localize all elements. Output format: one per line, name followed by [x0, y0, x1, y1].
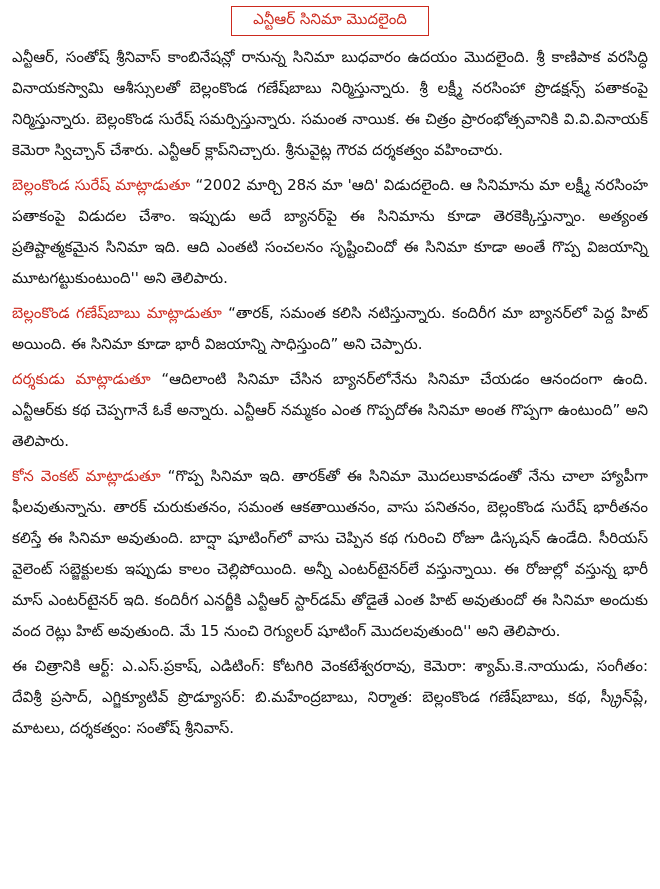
- speaker-label: బెల్లంకొండ సురేష్ మాట్లాడుతూ: [12, 176, 191, 194]
- credits-paragraph: [12, 651, 648, 744]
- article-title: ఎన్టీఆర్ సినిమా మొదలైంది: [231, 6, 429, 36]
- quote-paragraph-ganesh-babu: [12, 298, 648, 360]
- intro-paragraph: [12, 42, 648, 166]
- paragraph-text: “తారక్, సమంత కలిసి నటిస్తున్నారు. కందిరీగ మా బ్యానర్‌లో పెద్ద హిట్ అయింది. ఈ సినిమా కూడా భారీ విజయాన్ని సాధిస్తుంది” అని చెప్పారు.: [12, 304, 649, 353]
- paragraph-text: “గొప్ప సినిమా ఇది. తారక్‌తో ఈ సినిమా మొదలుకావడంతో నేను చాలా హ్యాపీగా ఫీలవుతున్నాను. తారక్ చురుకుతనం, సమంత ఆకతాయితనం, వాసు పనితనం, బెల్లంకొండ సురేష్ భారీతనం కలిస్తే ఈ సినిమా అవుతుంది. బాద్షా షూటింగ్‌లో వాసు చెప్పిన కథ గురించి రోజూ డిస్కషన్ ఉండేది. సీరియస్ వైలెంట్ సబ్జెక్టులకు ఇప్పుడు కాలం చెల్లిపోయింది. అన్నీ ఎంటర్‌టైనర్‌లే వస్తున్నాయి. ఈ రోజుల్లో వస్తున్న భారీ మాస్ ఎంటర్‌టైనర్ ఇది. కందిరీగ ఎనర్జీకి ఎన్టీఆర్ స్టార్‌డమ్ తోడైతే ఎంత హిట్ అవుతుందో ఈ సినిమా అందుకు వంద రెట్లు హిట్ అవుతుంది. మే 15 నుంచి రెగ్యులర్ షూటింగ్ మొదలవుతుంది'' అని తెలిపారు.: [12, 467, 648, 640]
- quote-paragraph-kona-venkat: [12, 461, 648, 647]
- speaker-label: దర్శకుడు మాట్లాడుతూ: [12, 370, 151, 388]
- paragraph-text: “ఆదిలాంటి సినిమా చేసిన బ్యానర్‌లోనేను సినిమా చేయడం ఆనందంగా ఉంది. ఎన్టీఆర్‌కు కథ చెప్పగానే ఓకే అన్నారు. ఎన్టీఆర్ నమ్మకం ఎంత గొప్పదోఈ సినిమా అంత గొప్పగా ఉంటుంది” అని తెలిపారు.: [12, 370, 648, 450]
- paragraph-text: ఈ చిత్రానికి ఆర్ట్: ఎ.ఎస్.ప్రకాష్, ఎడిటింగ్: కోటగిరి వెంకటేశ్వరరావు, కెమెరా: శ్యామ్.కె.నాయుడు, సంగీతం: దేవిశ్రీ ప్రసాద్, ఎగ్జిక్యూటివ్ ప్రొడ్యూసర్: బి.మహేంద్రబాబు, నిర్మాత: బెల్లంకొండ గణేష్‌బాబు, కథ, స్క్రీన్‌ప్లే, మాటలు, దర్శకత్వం: సంతోష్ శ్రీనివాస్.: [12, 657, 648, 737]
- quote-paragraph-director: [12, 364, 648, 457]
- quote-paragraph-bellamkonda-suresh: [12, 170, 648, 294]
- paragraph-text: “2002 మార్చి 28న మా 'ఆది' విడుదలైంది. ఆ సినిమాను మా లక్ష్మీ నరసింహ పతాకంపై విడుదల చేశాం. ఇప్పుడు అదే బ్యానర్‌పై ఈ సినిమాను కూడా తెరకెక్కిస్తున్నాం. అత్యంత ప్రతిష్టాత్మకమైన సినిమా ఇది. ఆది ఎంతటి సంచలనం సృష్టించిందో ఈ సినిమా కూడా అంతే గొప్ప విజయాన్ని మూటగట్టుకుంటుంది'' అని తెలిపారు.: [12, 176, 648, 287]
- speaker-label: బెల్లంకొండ గణేష్‌బాబు మాట్లాడుతూ: [12, 304, 222, 322]
- speaker-label: కోన వెంకట్ మాట్లాడుతూ: [12, 467, 161, 485]
- paragraph-text: ఎన్టీఆర్, సంతోష్ శ్రీనివాస్ కాంబినేషన్లో రానున్న సినిమా బుధవారం ఉదయం మొదలైంది. శ్రీ కాణిపాక వరసిద్ధి వినాయకస్వామి ఆశీస్సులతో బెల్లంకొండ గణేష్‌బాబు నిర్మిస్తున్నారు. శ్రీ లక్ష్మీ నరసింహా ప్రొడక్షన్స్ పతాకంపై నిర్మిస్తున్నారు. బెల్లంకొండ సురేష్ సమర్పిస్తున్నారు. సమంత నాయిక. ఈ చిత్రం ప్రారంభోత్సవానికి వి.వి.వినాయక్ కెమెరా స్విచ్చాన్ చేశారు. ఎన్టీఆర్ క్లాప్‌నిచ్చారు. శ్రీనువైట్ల గౌరవ దర్శకత్వం వహించారు.: [12, 48, 648, 159]
- article: [12, 6, 648, 748]
